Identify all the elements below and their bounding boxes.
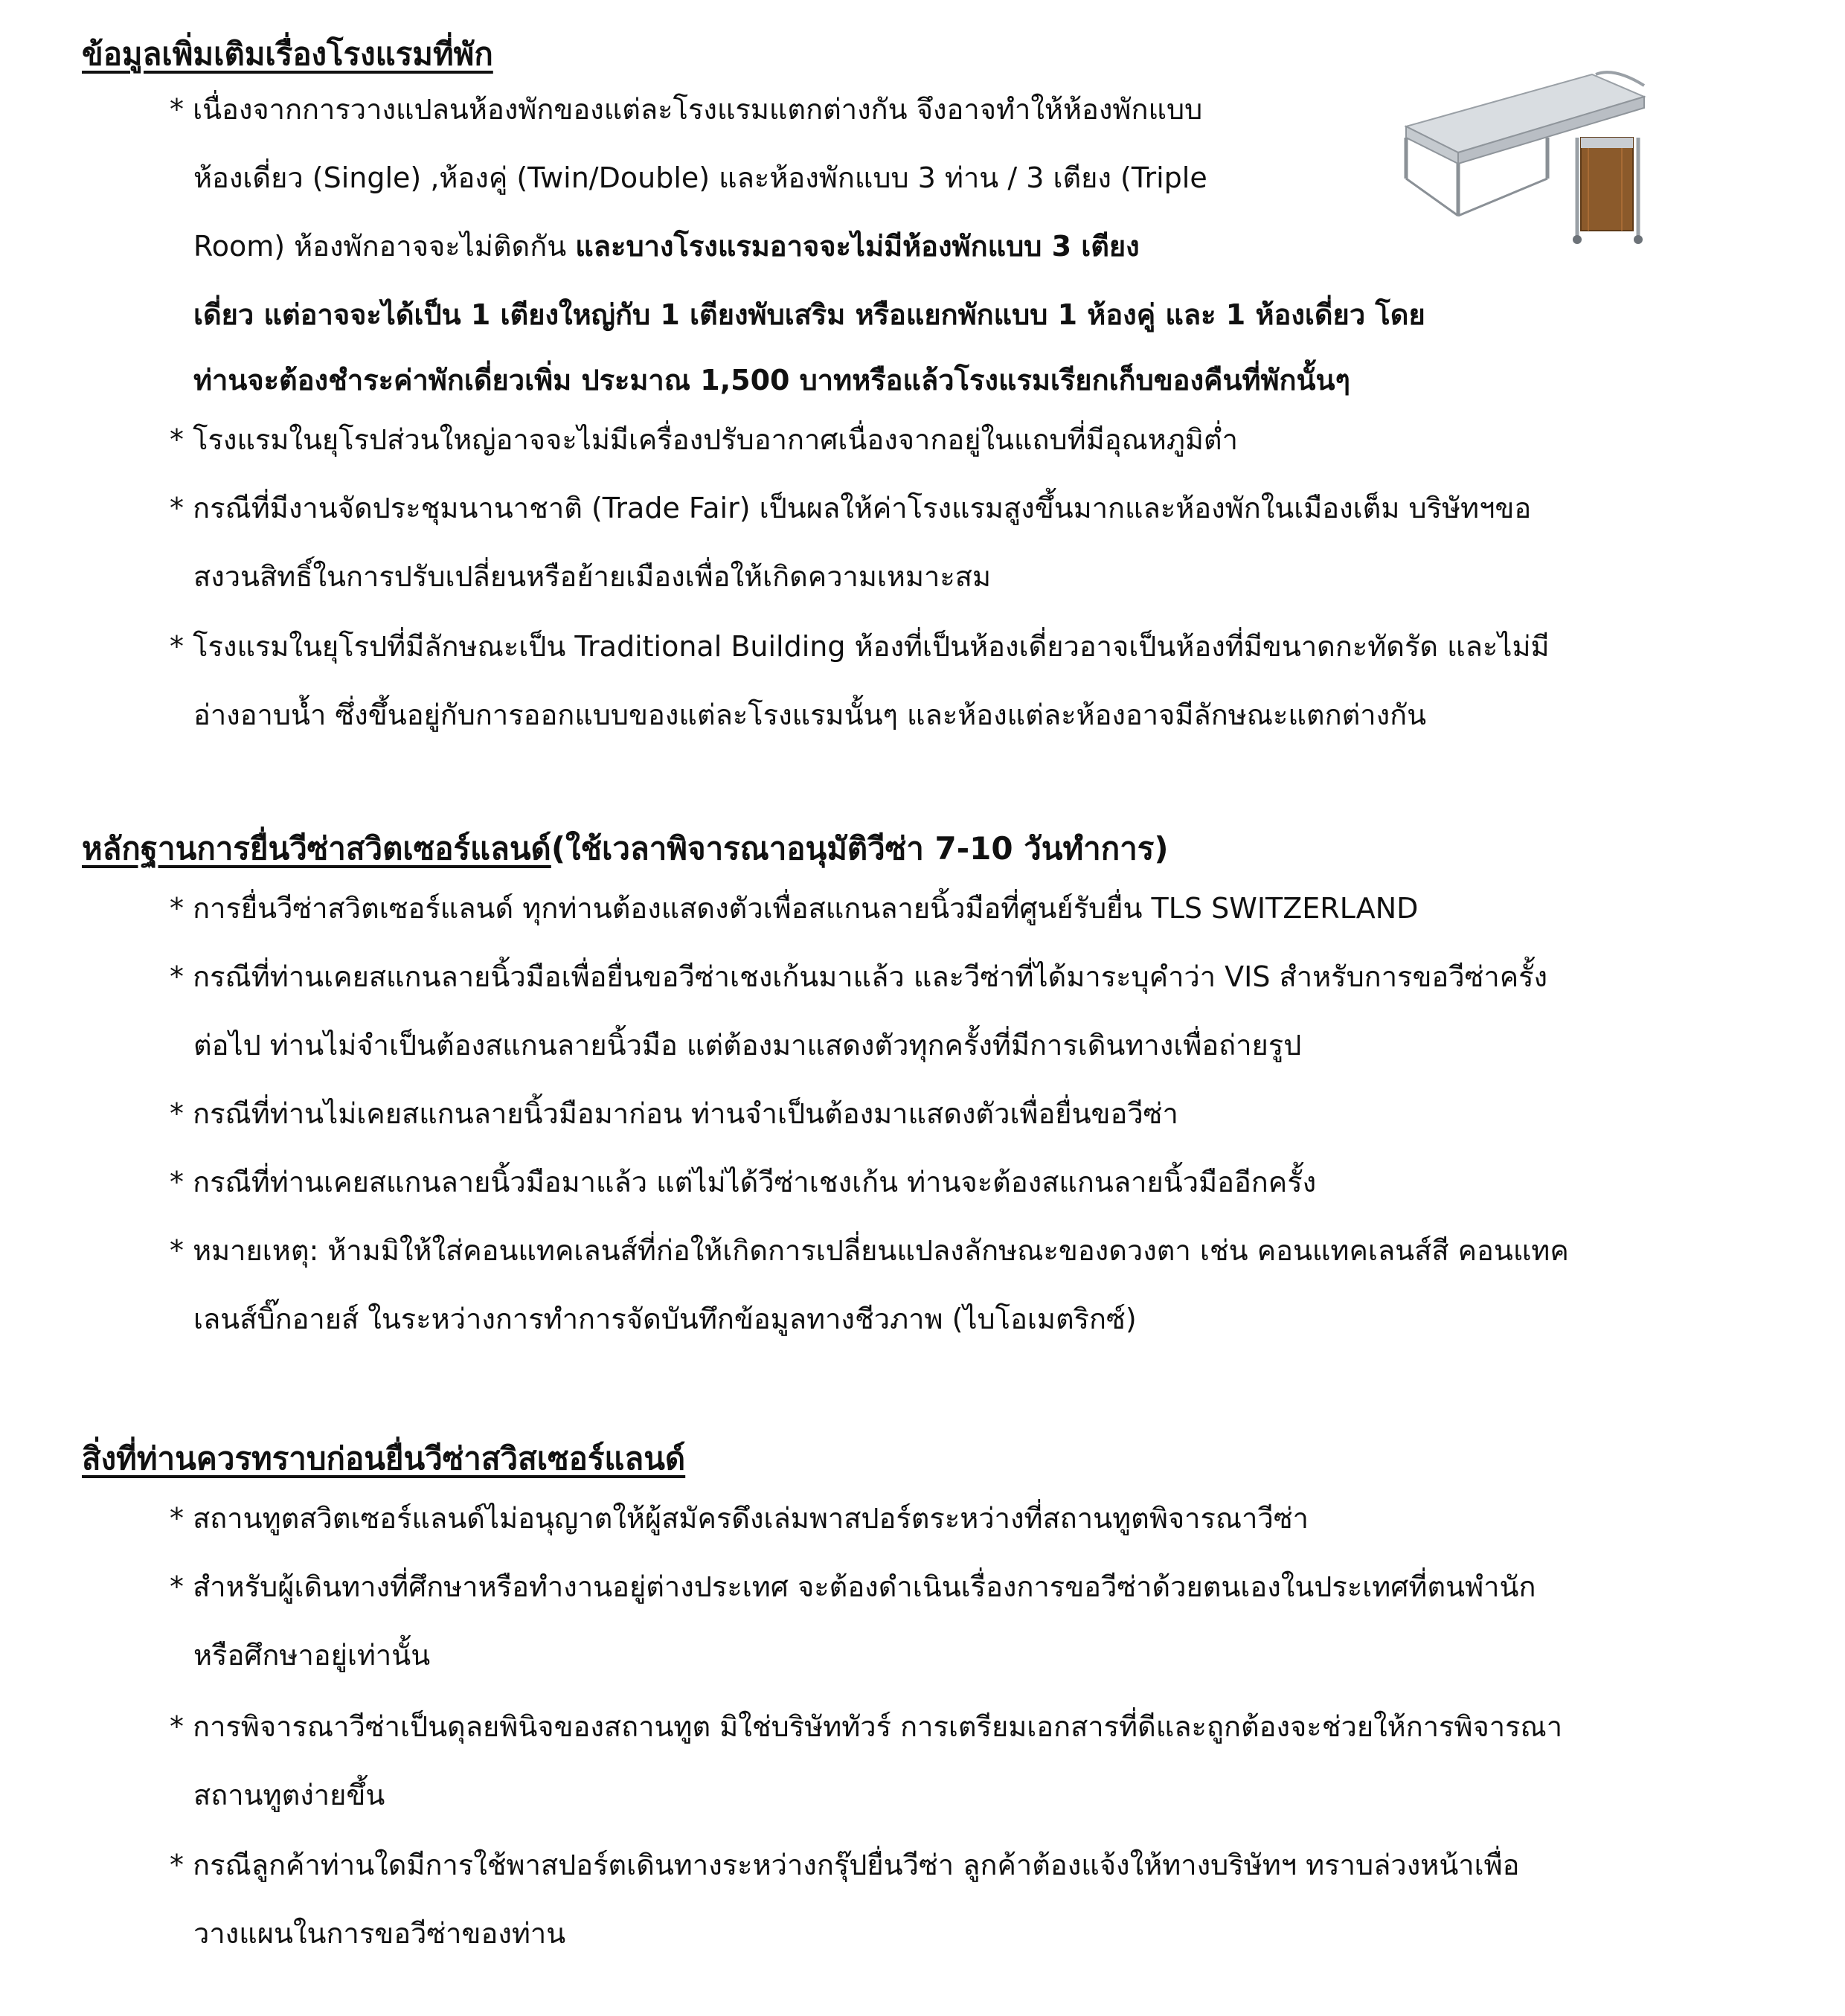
hotel-section-title: ข้อมูลเพิ่มเติมเรื่องโรงแรมที่พัก	[82, 36, 493, 72]
visa-section-title-main: หลักฐานการยื่นวีซ่าสวิตเซอร์แลนด์	[82, 830, 551, 867]
visa-item-2-line-1: * กรณีที่ท่านเคยสแกนลายนิ้วมือเพื่อยื่นขอวีซ่าเชงเก้นมาแล้ว และวีซ่าที่ได้มาระบุคำว่า VIS สำหรับการขอวีซ่าครั้ง	[170, 960, 1548, 993]
hotel-item-1-line-5: ท่านจะต้องชำระค่าพักเดี่ยวเพิ่ม ประมาณ 1,500 บาทหรือแล้วโรงแรมเรียกเก็บของคืนที่พักนั้นๆ	[193, 364, 1350, 397]
folding-bed-icon	[1391, 67, 1652, 245]
visa-section-title-suffix: (ใช้เวลาพิจารณาอนุมัติวีซ่า 7-10 วันทำการ)	[551, 830, 1169, 867]
visa-item-4: * กรณีที่ท่านเคยสแกนลายนิ้วมือมาแล้ว แต่ไม่ได้วีซ่าเชงเก้น ท่านจะต้องสแกนลายนิ้วมืออีกครั้ง	[170, 1166, 1317, 1198]
hotel-item-1-line-2: ห้องเดี่ยว (Single) ,ห้องคู่ (Twin/Double) และห้องพักแบบ 3 ท่าน / 3 เตียง (Triple	[193, 161, 1207, 194]
notice-item-4-line-1: * กรณีลูกค้าท่านใดมีการใช้พาสปอร์ตเดินทางระหว่างกรุ๊ปยื่นวีซ่า ลูกค้าต้องแจ้งให้ทางบริษัทฯ ทราบล่วงหน้าเพื่อ	[170, 1849, 1520, 1881]
hotel-item-2: * โรงแรมในยุโรปส่วนใหญ่อาจจะไม่มีเครื่องปรับอากาศเนื่องจากอยู่ในแถบที่มีอุณหภูมิต่ำ	[170, 423, 1238, 456]
hotel-item-3-line-2: สงวนสิทธิ์ในการปรับเปลี่ยนหรือย้ายเมืองเพื่อให้เกิดความเหมาะสม	[193, 560, 991, 593]
hotel-item-4-line-1: * โรงแรมในยุโรปที่มีลักษณะเป็น Traditional Building ห้องที่เป็นห้องเดี่ยวอาจเป็นห้องที่มีขนาดกะทัดรัด และไม่มี	[170, 630, 1550, 663]
visa-item-5-line-2: เลนส์บิ๊กอายส์ ในระหว่างการทำการจัดบันทึกข้อมูลทางชีวภาพ (ไบโอเมตริกซ์)	[193, 1303, 1137, 1335]
hotel-item-1-line-3-normal: Room) ห้องพักอาจจะไม่ติดกัน	[193, 230, 576, 263]
hotel-item-3-line-1: * กรณีที่มีงานจัดประชุมนานาชาติ (Trade Fair) เป็นผลให้ค่าโรงแรมสูงขึ้นมากและห้องพักในเมืองเต็ม บริษัทฯขอ	[170, 492, 1532, 524]
hotel-item-1-line-3	[193, 230, 1140, 263]
notice-item-2-line-2: หรือศึกษาอยู่เท่านั้น	[193, 1639, 431, 1672]
visa-item-1: * การยื่นวีซ่าสวิตเซอร์แลนด์ ทุกท่านต้องแสดงตัวเพื่อสแกนลายนิ้วมือที่ศูนย์รับยื่น TLS SWITZERLAND	[170, 892, 1419, 925]
notice-item-2-line-1: * สำหรับผู้เดินทางที่ศึกษาหรือทำงานอยู่ต่างประเทศ จะต้องดำเนินเรื่องการขอวีซ่าด้วยตนเองในประเทศที่ตนพำนัก	[170, 1570, 1536, 1603]
hotel-item-1-line-4: เดี่ยว แต่อาจจะได้เป็น 1 เตียงใหญ่กับ 1 เตียงพับเสริม หรือแยกพักแบบ 1 ห้องคู่ และ 1 ห้องเดี่ยว โดย	[193, 298, 1425, 331]
notice-item-3-line-2: สถานทูตง่ายขึ้น	[193, 1779, 385, 1811]
notice-item-4-line-2: วางแผนในการขอวีซ่าของท่าน	[193, 1917, 566, 1950]
notice-item-1: * สถานทูตสวิตเซอร์แลนด์ไม่อนุญาตให้ผู้สมัครดึงเล่มพาสปอร์ตระหว่างที่สถานทูตพิจารณาวีซ่า	[170, 1502, 1309, 1535]
hotel-item-4-line-2: อ่างอาบน้ำ ซึ่งขึ้นอยู่กับการออกแบบของแต่ละโรงแรมนั้นๆ และห้องแต่ละห้องอาจมีลักษณะแตกต่างกัน	[193, 699, 1427, 731]
visa-item-2-line-2: ต่อไป ท่านไม่จำเป็นต้องสแกนลายนิ้วมือ แต่ต้องมาแสดงตัวทุกครั้งที่มีการเดินทางเพื่อถ่ายรูป	[193, 1029, 1302, 1062]
notice-item-3-line-1: * การพิจารณาวีซ่าเป็นดุลยพินิจของสถานทูต มิใช่บริษัททัวร์ การเตรียมเอกสารที่ดีและถูกต้องจะช่วยให้การพิจารณา	[170, 1710, 1563, 1743]
notice-section-title: สิ่งที่ท่านควรทราบก่อนยื่นวีซ่าสวิสเซอร์แลนด์	[82, 1440, 686, 1477]
visa-section-title	[82, 824, 1169, 873]
hotel-item-1-line-1: * เนื่องจากการวางแปลนห้องพักของแต่ละโรงแรมแตกต่างกัน จึงอาจทำให้ห้องพักแบบ	[170, 93, 1203, 126]
visa-item-3: * กรณีที่ท่านไม่เคยสแกนลายนิ้วมือมาก่อน ท่านจำเป็นต้องมาแสดงตัวเพื่อยื่นขอวีซ่า	[170, 1097, 1178, 1130]
hotel-item-1-line-3-bold: และบางโรงแรมอาจจะไม่มีห้องพักแบบ 3 เตียง	[575, 230, 1140, 263]
visa-item-5-line-1: * หมายเหตุ: ห้ามมิให้ใส่คอนแทคเลนส์ที่ก่อให้เกิดการเปลี่ยนแปลงลักษณะของดวงตา เช่น คอนแทคเลนส์สี คอนแทค	[170, 1234, 1569, 1267]
